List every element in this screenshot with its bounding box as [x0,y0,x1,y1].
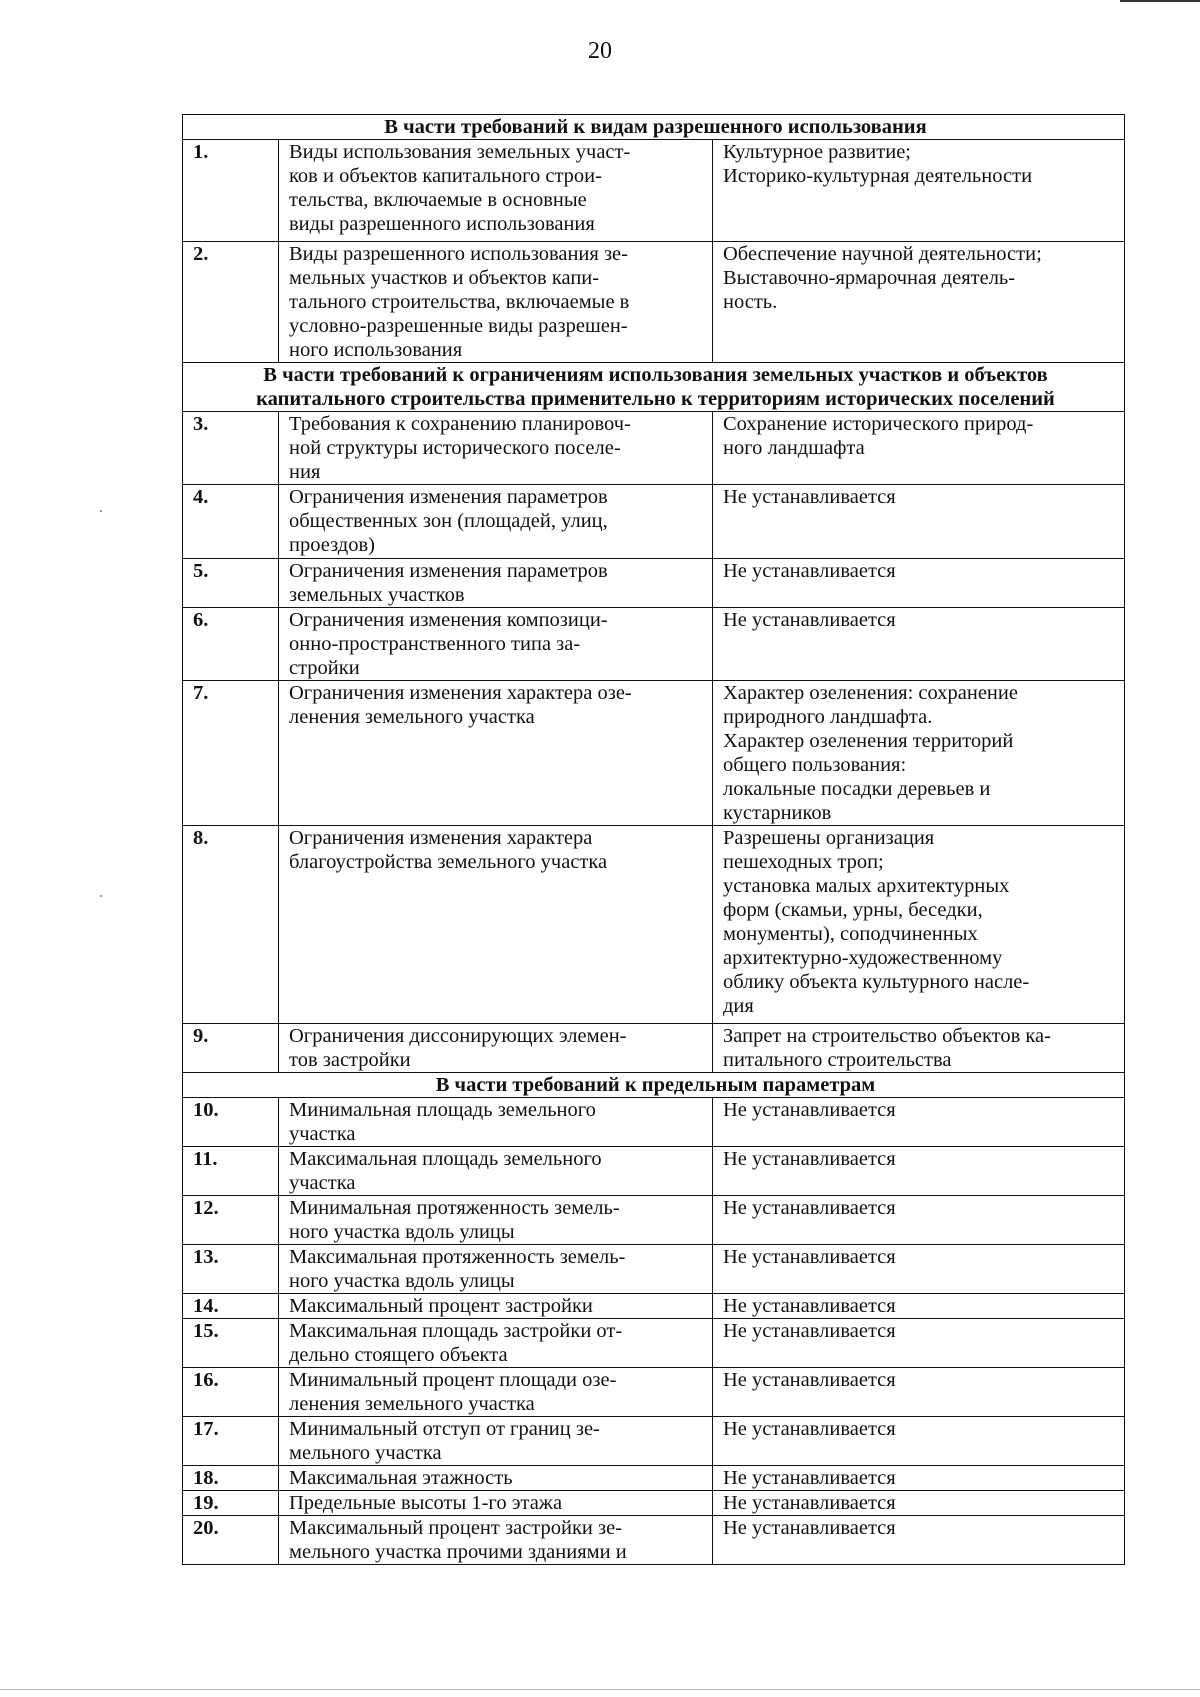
row-number: 4. [183,485,279,559]
table-row [183,1147,1125,1196]
parameter-value: Не устанавливается [713,1491,1125,1516]
parameter-name: Максимальная площадь застройки от- дельно стоящего объекта [279,1319,713,1368]
parameter-value: Не устанавливается [713,1098,1125,1147]
parameter-value: Не устанавливается [713,1319,1125,1368]
section-header-row [183,1073,1125,1098]
parameter-name: Ограничения изменения характера озе- ленения земельного участка [279,681,713,826]
parameter-value: Сохранение исторического природ- ного ландшафта [713,412,1125,485]
row-number: 14. [183,1294,279,1319]
scan-edge-mark [1120,0,1200,2]
parameter-name: Ограничения изменения композици- онно-пространственного типа за- стройки [279,608,713,681]
parameter-value: Характер озеленения: сохранение природного ландшафта. Характер озеленения территорий общего пользования: локальные посадки деревьев и кустарников [713,681,1125,826]
parameter-name: Максимальная площадь земельного участка [279,1147,713,1196]
parameter-value: Не устанавливается [713,1516,1125,1565]
parameter-value: Разрешены организация пешеходных троп; установка малых архитектурных форм (скамьи, урны, беседки, монументы), соподчиненных архитектурно-художественному облику объекта культурного насле- дия [713,826,1125,1024]
row-number: 9. [183,1024,279,1073]
row-number: 16. [183,1368,279,1417]
parameter-value: Не устанавливается [713,1417,1125,1466]
scan-speck [100,510,102,512]
table-row [183,826,1125,1024]
table-row [183,485,1125,559]
parameter-value: Не устанавливается [713,485,1125,559]
parameter-value: Не устанавливается [713,1466,1125,1491]
table-row [183,1516,1125,1565]
parameter-name: Минимальный процент площади озе- ленения земельного участка [279,1368,713,1417]
table-row [183,242,1125,363]
parameter-name: Ограничения изменения параметров земельных участков [279,559,713,608]
table-row [183,140,1125,242]
parameter-value: Обеспечение научной деятельности; Выставочно-ярмарочная деятель- ность. [713,242,1125,363]
parameter-value: Не устанавливается [713,608,1125,681]
row-number: 3. [183,412,279,485]
parameter-name: Максимальный процент застройки [279,1294,713,1319]
section-header-row [183,363,1125,412]
table-row [183,1098,1125,1147]
section-header-row [183,115,1125,140]
table-row [183,681,1125,826]
parameter-name: Требования к сохранению планировоч- ной структуры исторического поселе- ния [279,412,713,485]
row-number: 20. [183,1516,279,1565]
table-row [183,412,1125,485]
parameter-value: Не устанавливается [713,1147,1125,1196]
row-number: 19. [183,1491,279,1516]
parameter-name: Ограничения изменения характера благоустройства земельного участка [279,826,713,1024]
table-row [183,1245,1125,1294]
row-number: 13. [183,1245,279,1294]
row-number: 6. [183,608,279,681]
table-row [183,559,1125,608]
row-number: 8. [183,826,279,1024]
table-row [183,1024,1125,1073]
parameter-value: Культурное развитие; Историко-культурная деятельности [713,140,1125,242]
requirements-table [182,114,1125,1565]
parameter-name: Предельные высоты 1-го этажа [279,1491,713,1516]
table-row [183,608,1125,681]
table-row [183,1466,1125,1491]
row-number: 7. [183,681,279,826]
table-row [183,1196,1125,1245]
row-number: 2. [183,242,279,363]
table-row [183,1491,1125,1516]
page-number: 20 [588,38,612,64]
row-number: 17. [183,1417,279,1466]
parameter-name: Виды использования земельных участ- ков и объектов капитального строи- тельства, включаемые в основные виды разрешенного использования [279,140,713,242]
row-number: 11. [183,1147,279,1196]
table-row [183,1319,1125,1368]
table-row [183,1294,1125,1319]
scan-speck [100,895,102,897]
parameter-value: Запрет на строительство объектов ка- питального строительства [713,1024,1125,1073]
scan-bottom-edge [0,1689,1200,1690]
parameter-name: Минимальный отступ от границ зе- мельного участка [279,1417,713,1466]
parameter-name: Максимальная протяженность земель- ного участка вдоль улицы [279,1245,713,1294]
row-number: 15. [183,1319,279,1368]
parameter-name: Ограничения диссонирующих элемен- тов застройки [279,1024,713,1073]
parameter-value: Не устанавливается [713,1294,1125,1319]
row-number: 1. [183,140,279,242]
section-title: В части требований к предельным параметрам [183,1073,1125,1098]
parameter-name: Виды разрешенного использования зе- мельных участков и объектов капи- тального строительства, включаемые в условно-разрешенные виды разрешен- ного использования [279,242,713,363]
row-number: 18. [183,1466,279,1491]
row-number: 10. [183,1098,279,1147]
parameter-name: Минимальная площадь земельного участка [279,1098,713,1147]
section-title: В части требований к ограничениям использования земельных участков и объектов капитального строительства применительно к территориям исторических поселений [183,363,1125,412]
parameter-value: Не устанавливается [713,559,1125,608]
parameter-value: Не устанавливается [713,1368,1125,1417]
parameter-name: Минимальная протяженность земель- ного участка вдоль улицы [279,1196,713,1245]
parameter-name: Ограничения изменения параметров общественных зон (площадей, улиц, проездов) [279,485,713,559]
table-row [183,1417,1125,1466]
section-title: В части требований к видам разрешенного использования [183,115,1125,140]
parameter-value: Не устанавливается [713,1196,1125,1245]
table-row [183,1368,1125,1417]
row-number: 5. [183,559,279,608]
parameter-name: Максимальный процент застройки зе- мельного участка прочими зданиями и [279,1516,713,1565]
parameter-name: Максимальная этажность [279,1466,713,1491]
parameter-value: Не устанавливается [713,1245,1125,1294]
row-number: 12. [183,1196,279,1245]
